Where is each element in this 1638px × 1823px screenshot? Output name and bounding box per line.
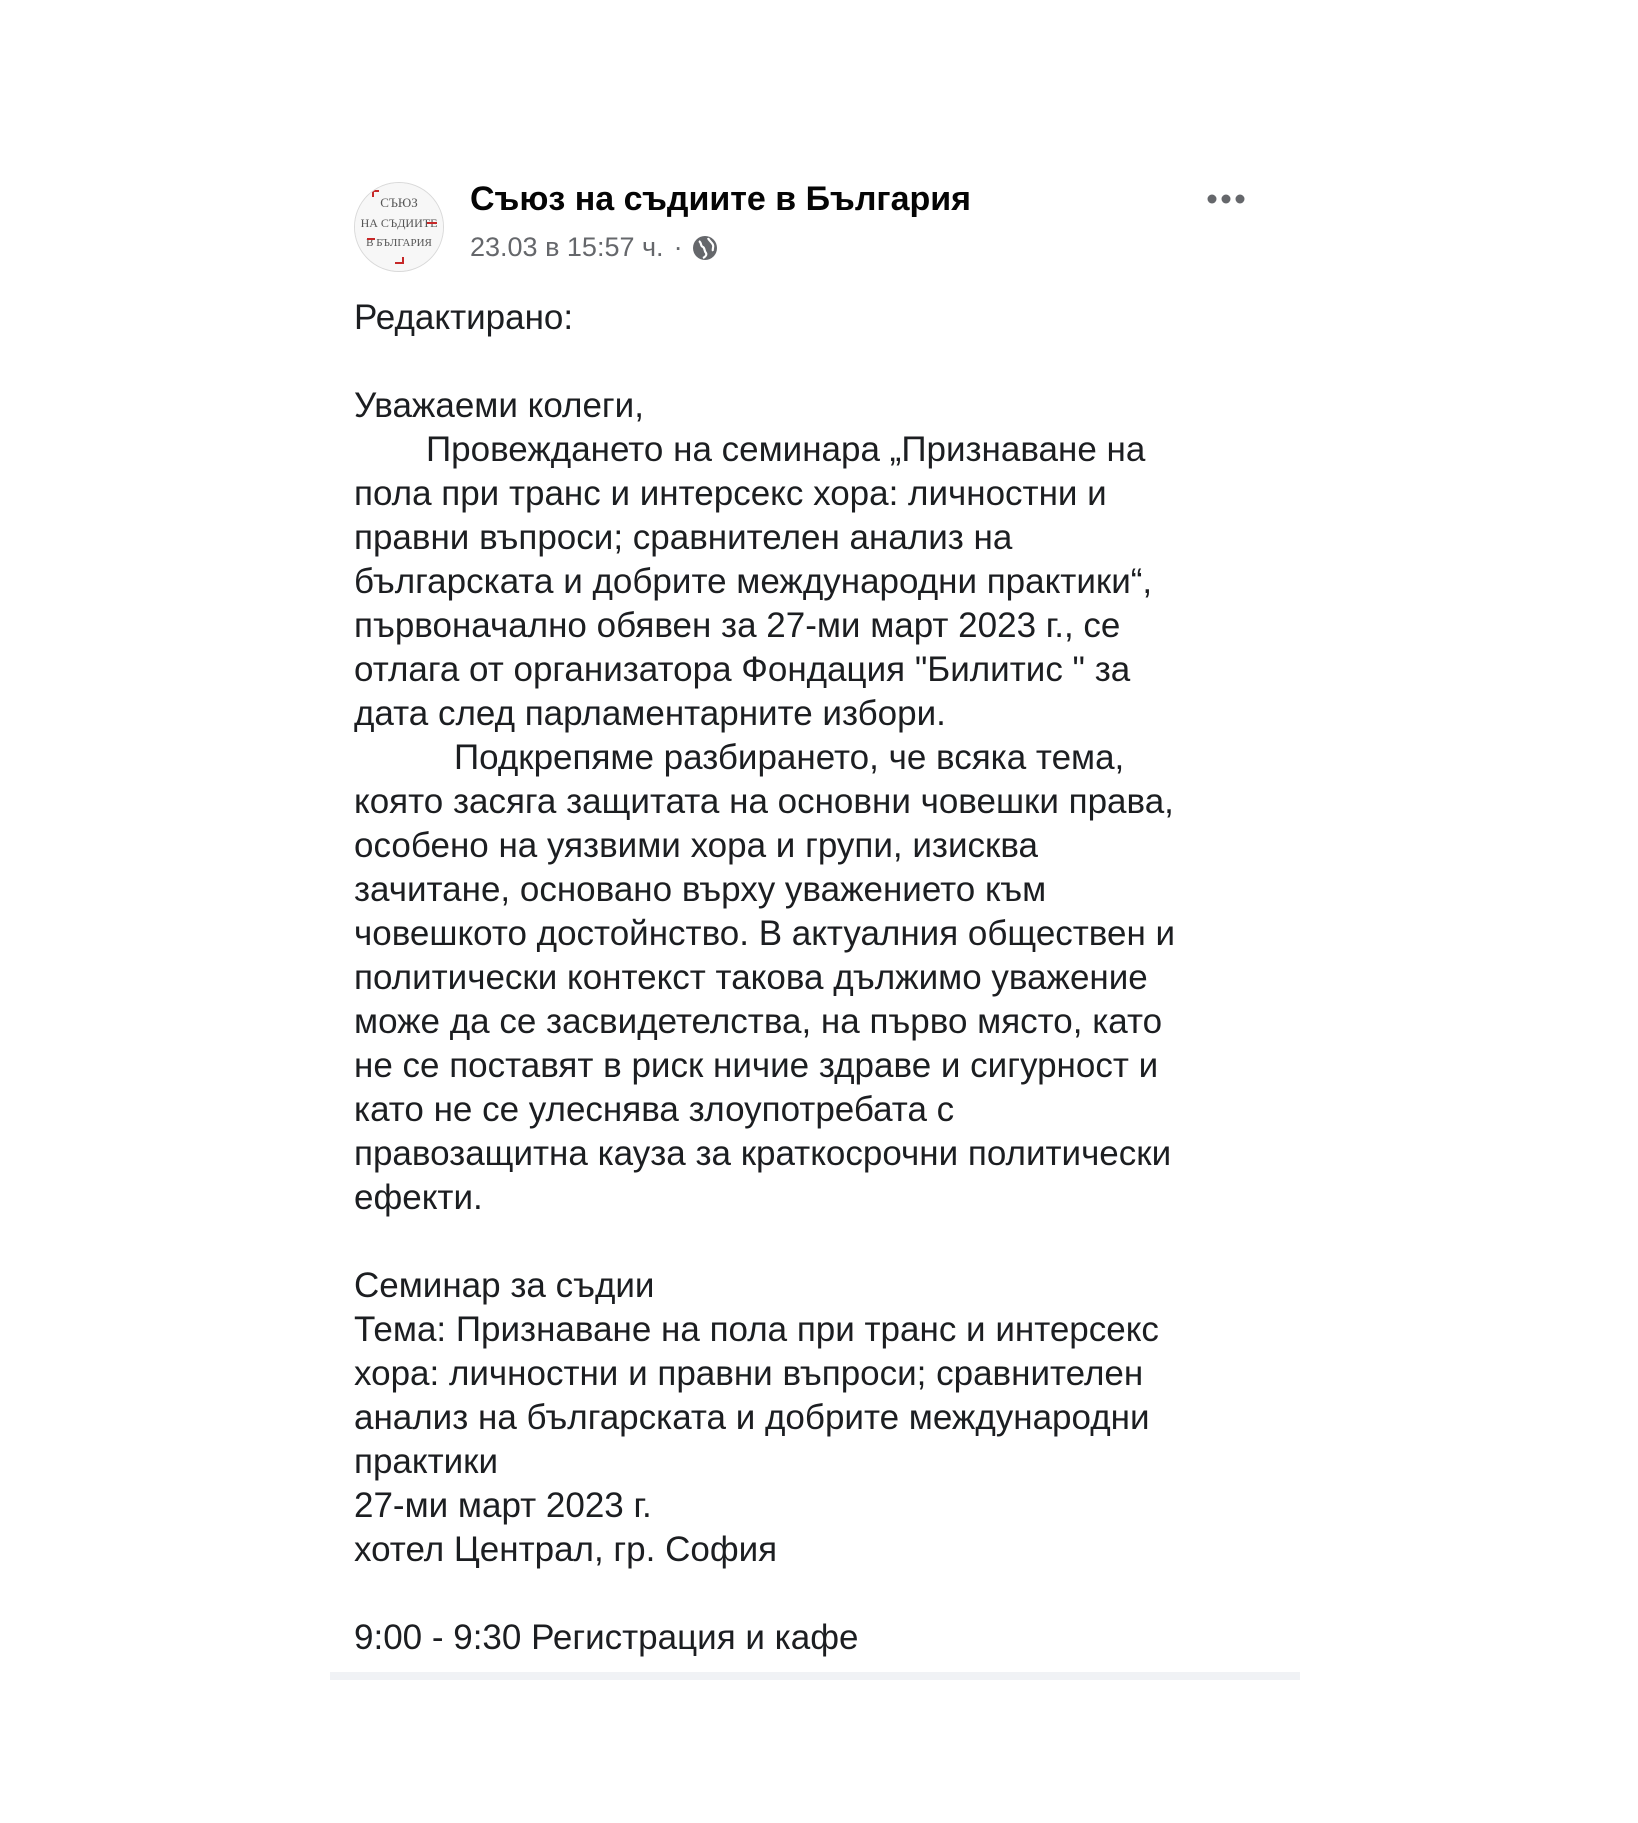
union-logo-icon xyxy=(355,183,444,272)
seminar-topic: Тема: Признаване на пола при транс и интерсекс хора: личностни и правни въпроси; сравнителен анализ на българската и добрите международни практики xyxy=(354,1310,1159,1481)
schedule-item: 9:00 - 9:30 Регистрация и кафе xyxy=(354,1618,859,1657)
post-meta xyxy=(470,232,719,263)
page-name[interactable]: Съюз на съдиите в България xyxy=(470,180,972,218)
edited-label: Редактирано: xyxy=(354,298,574,337)
meta-separator: · xyxy=(673,232,683,262)
paragraph-postponement: Провеждането на семинара „Признаване на пола при транс и интерсекс хора: личностни и правни въпроси; сравнителен анализ на българската и добрите международни практики“, първоначално обявен за 27-ми март 2023 г., се отлага от организатора Фондация "Билитис " за дата след парламентарните избори. xyxy=(354,430,1153,733)
avatar-line-1: СЪЮЗ xyxy=(380,195,418,210)
facebook-post xyxy=(330,170,1300,1670)
more-options-icon[interactable] xyxy=(1204,184,1248,214)
post-body xyxy=(354,296,1294,1660)
paragraph-statement: Подкрепяме разбирането, че всяка тема, която засяга защитата на основни човешки права, особено на уязвими хора и групи, изисква зачитане, основано върху уважението към човешкото достойнство. В актуалния обществен и политически контекст такова дължимо уважение може да се засвидетелства, на първо място, като не се поставят в риск ничие здраве и сигурност и като не се улеснява злоупотребата с правозащитна кауза за краткосрочни политически ефекти. xyxy=(354,738,1176,1217)
greeting: Уважаеми колеги, xyxy=(354,386,644,425)
page-avatar[interactable] xyxy=(354,182,444,272)
seminar-heading: Семинар за съдии xyxy=(354,1266,655,1305)
avatar-line-3: В БЪЛГАРИЯ xyxy=(366,237,432,249)
avatar-line-2: НА СЪДИИТЕ xyxy=(360,216,438,230)
globe-icon[interactable] xyxy=(691,234,719,262)
post-divider xyxy=(330,1672,1300,1680)
seminar-date: 27-ми март 2023 г. xyxy=(354,1486,652,1525)
post-timestamp[interactable]: 23.03 в 15:57 ч. xyxy=(470,232,664,262)
seminar-location: хотел Централ, гр. София xyxy=(354,1530,778,1569)
post-header xyxy=(330,170,1300,290)
